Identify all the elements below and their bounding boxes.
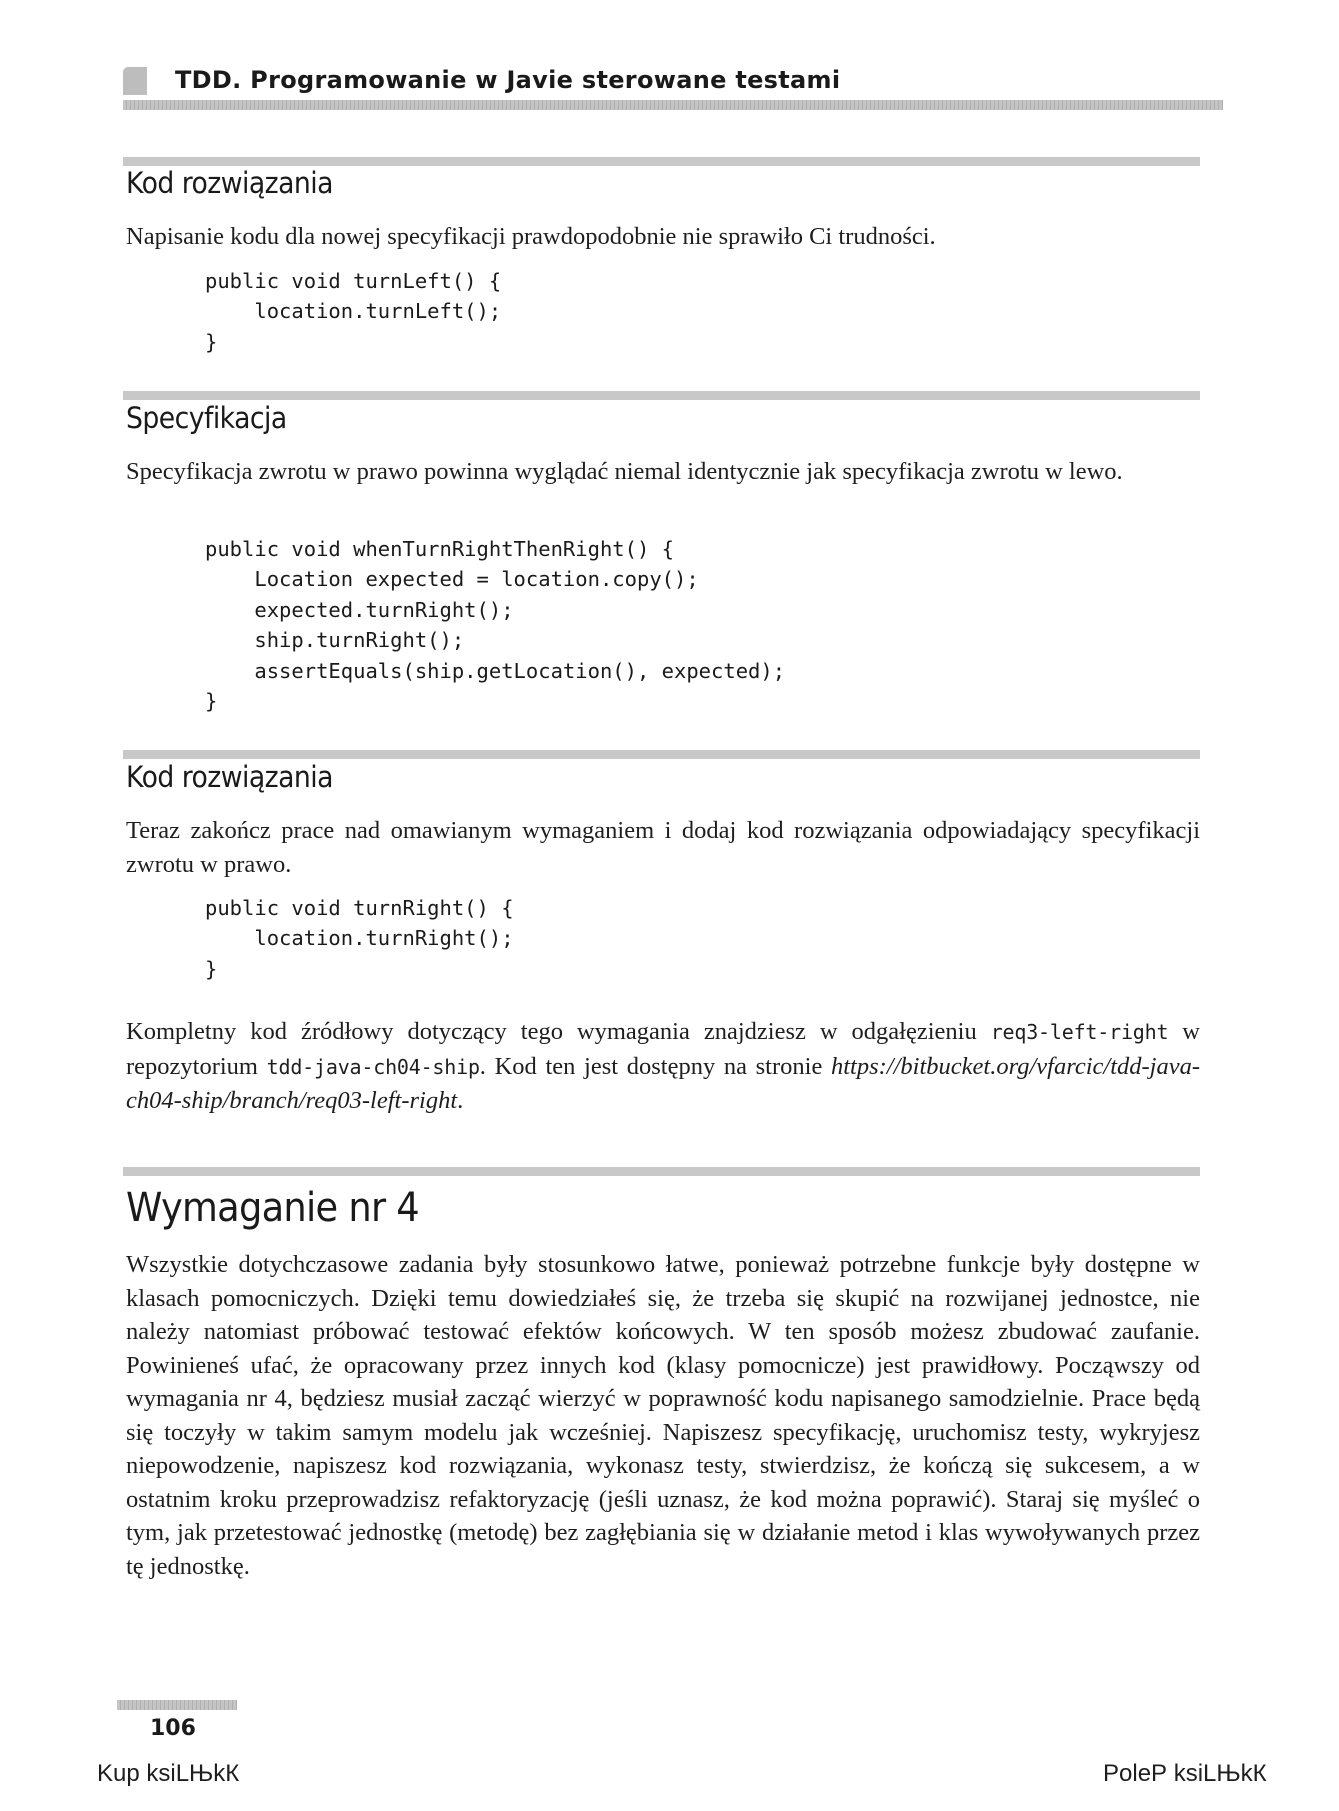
source-note-text: . Kod ten jest dostępny na stronie bbox=[479, 1052, 831, 1080]
section-divider bbox=[123, 157, 1200, 166]
source-note-text: w repozytorium bbox=[126, 1018, 1200, 1080]
book-title: TDD. Programowanie w Javie sterowane testami bbox=[175, 66, 841, 94]
section-paragraph: Napisanie kodu dla nowej specyfikacji prawdopodobnie nie sprawiło Ci trudności. bbox=[126, 223, 936, 250]
code-line: ship.turnRight(); bbox=[205, 628, 465, 653]
section-heading: Kod rozwiązania bbox=[126, 166, 333, 200]
page-number: 106 bbox=[150, 1716, 196, 1741]
code-block bbox=[205, 534, 785, 716]
source-note bbox=[126, 1015, 1200, 1118]
code-line: Location expected = location.copy(); bbox=[205, 567, 699, 592]
requirement-heading: Wymaganie nr 4 bbox=[126, 1185, 419, 1231]
code-line: public void turnLeft() { bbox=[205, 269, 502, 293]
chapter-divider bbox=[123, 1167, 1200, 1176]
code-line: } bbox=[205, 329, 218, 354]
code-line: expected.turnRight(); bbox=[205, 597, 514, 622]
source-note-text: . bbox=[457, 1087, 464, 1114]
code-line: } bbox=[205, 956, 218, 981]
code-line: location.turnRight(); bbox=[205, 926, 514, 951]
section-heading: Kod rozwiązania bbox=[126, 760, 333, 794]
repository-url[interactable]: https://bitbucket.org/vfarcic/tdd-java-ch04-ship/branch/req03-left-right bbox=[126, 1052, 1200, 1114]
requirement-paragraph: Wszystkie dotychczasowe zadania były stosunkowo łatwe, ponieważ potrzebne funkcje były dostępne w klasach pomocniczych. Dzięki temu dowiedziałeś się, że trzeba się skupić na rozwijanej jednostce, nie należy natomiast próbować testować efektów końcowych. W ten sposób możesz zbudować zaufanie. Powinieneś ufać, że opracowany przez innych kod (klasy pomocnicze) jest prawidłowy. Począwszy od wymagania nr 4, będziesz musiał zacząć wierzyć w poprawność kodu napisanego samodzielnie. Prace będą się toczyły w takim samym modelu jak wcześniej. Napiszesz specyfikację, uruchomisz testy, wykryjesz niepowodzenie, napiszesz kod rozwiązania, wykonasz testy, stwierdzisz, że kończą się sukcesem, a w ostatnim kroku przeprowadzisz refaktoryzację (jeśli uznasz, że kod można poprawić). Staraj się myśleć o tym, jak przetestować jednostkę (metodę) bez zagłębiania się w działanie metod i klas wywoływanych przez tę jednostkę. bbox=[126, 1251, 1200, 1580]
footer-divider bbox=[117, 1700, 237, 1710]
source-note-text: Kompletny kod źródłowy dotyczący tego wymagania znajdziesz w odgałęzieniu bbox=[126, 1018, 991, 1045]
code-line: public void turnRight() { bbox=[205, 896, 514, 920]
code-line: assertEquals(ship.getLocation(), expected); bbox=[205, 658, 786, 683]
section-divider bbox=[123, 750, 1200, 759]
code-block bbox=[205, 266, 501, 357]
branch-name: req3-left-right bbox=[990, 1020, 1169, 1044]
code-line: } bbox=[205, 688, 218, 713]
code-block bbox=[205, 893, 514, 984]
section-paragraph: Teraz zakończ prace nad omawianym wymaganiem i dodaj kod rozwiązania odpowiadający specyfikacji zwrotu w prawo. bbox=[126, 817, 1200, 878]
header-tab-marker bbox=[123, 67, 147, 95]
repository-name: tdd-java-ch04-ship bbox=[266, 1054, 480, 1079]
code-line: public void whenTurnRightThenRight() { bbox=[205, 537, 674, 561]
recommend-book-link[interactable]: PoleР ksiLЊkК bbox=[1103, 1760, 1267, 1787]
section-paragraph: Specyfikacja zwrotu w prawo powinna wyglądać niemal identycznie jak specyfikacja zwrotu w lewo. bbox=[126, 458, 1123, 485]
code-line: location.turnLeft(); bbox=[205, 299, 502, 324]
buy-book-link[interactable]: Kup ksiLЊkК bbox=[97, 1760, 240, 1787]
header-divider bbox=[123, 100, 1223, 110]
section-divider bbox=[123, 391, 1200, 400]
section-heading: Specyfikacja bbox=[126, 401, 287, 435]
